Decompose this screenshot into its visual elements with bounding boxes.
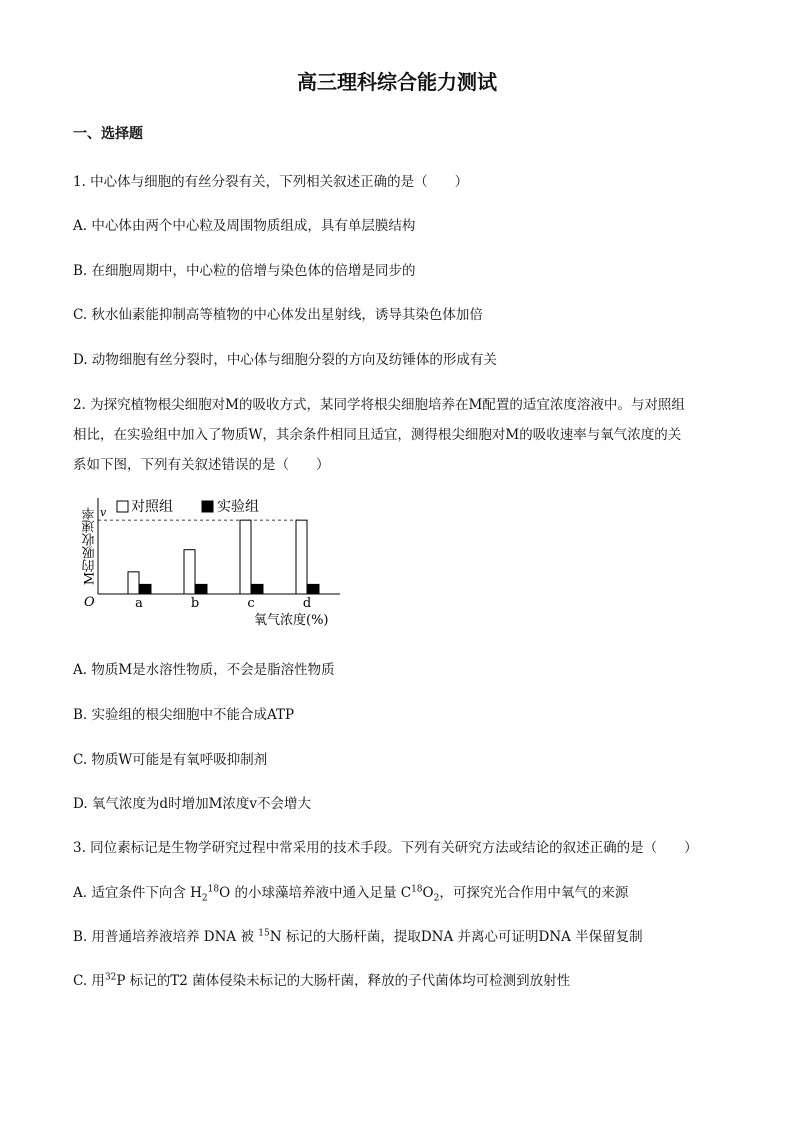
bar-control-a <box>128 572 139 594</box>
q1-option-d: D. 动物细胞有丝分裂时，中心体与细胞分裂的方向及纺锤体的形成有关 <box>73 352 497 368</box>
q3a-superscript-2: 18 <box>411 884 423 895</box>
q3b-text-2: N 标记的大肠杆菌，提取DNA 并离心可证明DNA 半保留复制 <box>269 929 643 945</box>
q1-option-a: A. 中心体由两个中心粒及周围物质组成，具有单层膜结构 <box>73 218 416 234</box>
q3c-text-1: C. 用 <box>73 973 105 989</box>
question-2-stem-line-2: 相比，在实验组中加入了物质W，其余条件相同且适宜，测得根尖细胞对M的吸收速率与氧气浓度的关 <box>73 427 682 443</box>
q3a-subscript-1: 2 <box>201 893 208 904</box>
x-tick-label-d: d <box>302 596 312 611</box>
q3a-subscript-2: 2 <box>433 893 440 904</box>
q3a-text-1: A. 适宜条件下向含 H <box>73 885 202 901</box>
q1-option-c: C. 秋水仙素能抑制高等植物的中心体发出星射线，诱导其染色体加倍 <box>73 307 483 323</box>
q3a-text-2: O 的小球藻培养液中通入足量 C <box>219 885 412 901</box>
page-title: 高三理科综合能力测试 <box>297 70 497 94</box>
q3a-text-3: O <box>422 885 434 901</box>
y-axis-label: M的吸收速率 <box>82 506 98 586</box>
bar-control-c <box>240 520 251 594</box>
bar-control-b <box>184 550 195 594</box>
x-tick-label-c: c <box>247 596 255 611</box>
q3a-superscript-1: 18 <box>207 884 220 895</box>
legend-label-control: 对照组 <box>131 499 173 515</box>
question-2-stem-line-1: 2. 为探究植物根尖细胞对M的吸收方式，某同学将根尖细胞培养在M配置的适宜浓度溶液中。与对照组 <box>73 397 685 413</box>
bar-experiment-d <box>308 584 319 594</box>
q2-option-b: B. 实验组的根尖细胞中不能合成ATP <box>73 707 295 723</box>
q2-option-c: C. 物质W可能是有氧呼吸抑制剂 <box>73 752 268 768</box>
q1-option-b: B. 在细胞周期中，中心粒的倍增与染色体的倍增是同步的 <box>73 263 416 279</box>
q3b-text-1: B. 用普通培养液培养 DNA 被 <box>73 929 259 945</box>
q3-option-a <box>73 881 628 904</box>
q2-option-d: D. 氧气浓度为d时增加M浓度v不会增大 <box>73 796 312 812</box>
legend-swatch-experiment <box>202 501 213 512</box>
q3a-text-4: ，可探究光合作用中氧气的来源 <box>439 885 629 901</box>
q3-option-b <box>73 925 643 945</box>
legend-swatch-control <box>117 501 128 512</box>
bar-control-d <box>296 520 307 594</box>
oxygen-absorption-chart <box>70 490 360 635</box>
bar-experiment-c <box>252 584 263 594</box>
q3c-superscript: 32 <box>104 972 117 983</box>
q2-option-a: A. 物质M是水溶性物质，不会是脂溶性物质 <box>73 662 335 678</box>
x-axis-label: 氧气浓度(%) <box>254 613 329 628</box>
question-3-stem: 3. 同位素标记是生物学研究过程中常采用的技术手段。下列有关研究方法或结论的叙述正确的是（ ） <box>73 840 698 856</box>
bar-experiment-a <box>140 584 151 594</box>
x-tick-label-b: b <box>190 596 200 611</box>
q3b-superscript: 15 <box>258 928 270 939</box>
q3c-text-2: P 标记的T2 菌体侵染未标记的大肠杆菌，释放的子代菌体均可检测到放射性 <box>116 973 571 989</box>
origin-label: O <box>84 595 95 610</box>
v-label: v <box>100 506 107 520</box>
section-heading: 一、选择题 <box>73 126 143 142</box>
x-tick-label-a: a <box>135 596 143 611</box>
q3-option-c <box>73 969 570 989</box>
bar-experiment-b <box>196 584 207 594</box>
question-1-stem: 1. 中心体与细胞的有丝分裂有关，下列相关叙述正确的是（ ） <box>73 174 469 190</box>
question-2-stem-line-3: 系如下图，下列有关叙述错误的是（ ） <box>73 457 330 473</box>
legend-label-experiment: 实验组 <box>217 499 259 515</box>
